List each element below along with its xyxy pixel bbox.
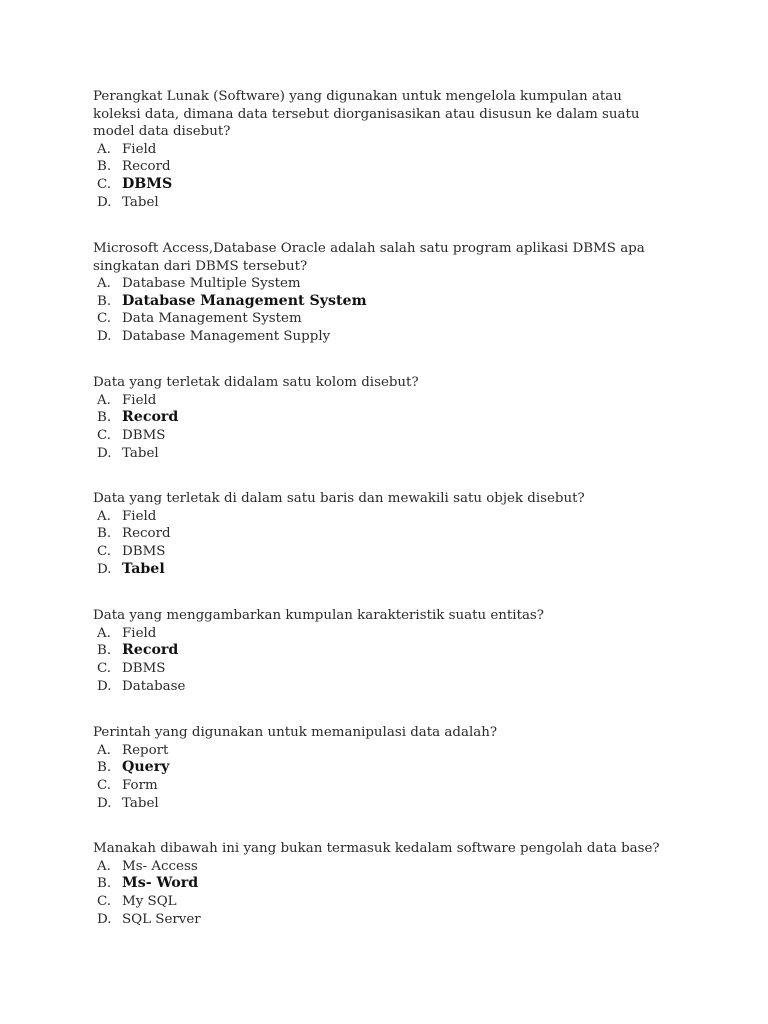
option-letter: D. [97, 561, 112, 577]
question-text: Data yang menggambarkan kumpulan karakteristik suatu entitas? [93, 608, 544, 623]
option-list [93, 141, 693, 212]
option-d [93, 561, 693, 579]
option-text: Record [122, 526, 171, 542]
option-a [93, 508, 693, 526]
option-letter: B. [97, 643, 112, 659]
option-a [93, 742, 693, 760]
option-text: Query [122, 759, 170, 776]
option-letter: D. [97, 445, 112, 461]
option-d [93, 911, 693, 929]
option-letter: A. [97, 141, 111, 157]
option-text: My SQL [122, 893, 177, 909]
option-b [93, 409, 693, 427]
option-letter: B. [97, 293, 112, 309]
option-a [93, 392, 693, 410]
option-letter: C. [97, 427, 112, 443]
option-text: Tabel [122, 560, 165, 577]
option-list [93, 742, 693, 813]
option-text: Field [122, 141, 157, 157]
option-letter: B. [97, 760, 112, 776]
question-text: Manakah dibawah ini yang bukan termasuk kedalam software pengolah data base? [93, 841, 660, 856]
option-letter: A. [97, 858, 111, 874]
option-text: Form [122, 777, 158, 793]
option-text: Database [122, 678, 186, 694]
option-text: Data Management System [122, 311, 302, 327]
option-d [93, 328, 693, 346]
option-text: DBMS [122, 660, 166, 676]
option-c [93, 777, 693, 795]
option-letter: A. [97, 742, 111, 758]
option-text: SQL Server [122, 911, 201, 927]
option-letter: C. [97, 311, 112, 327]
option-c [93, 543, 693, 561]
option-letter: B. [97, 159, 112, 175]
option-d [93, 194, 693, 212]
option-b [93, 158, 693, 176]
question-7 [93, 840, 693, 928]
option-text: Ms- Access [122, 858, 198, 874]
option-text: DBMS [122, 175, 173, 192]
option-list [93, 392, 693, 463]
question-2 [93, 240, 693, 346]
question-5 [93, 607, 693, 695]
option-letter: B. [97, 410, 112, 426]
question-text: Perintah yang digunakan untuk memanipulasi data adalah? [93, 725, 498, 740]
option-c [93, 310, 693, 328]
option-text: Tabel [122, 795, 159, 811]
option-text: Record [122, 409, 179, 426]
question-text: Data yang terletak didalam satu kolom disebut? [93, 375, 419, 390]
option-letter: D. [97, 194, 112, 210]
option-letter: D. [97, 795, 112, 811]
option-list [93, 625, 693, 696]
option-letter: C. [97, 176, 112, 192]
option-letter: A. [97, 625, 111, 641]
option-a [93, 858, 693, 876]
option-b [93, 525, 693, 543]
option-a [93, 141, 693, 159]
option-c [93, 427, 693, 445]
option-text: Ms- Word [122, 875, 199, 892]
option-text: Database Management Supply [122, 329, 331, 345]
question-text: Perangkat Lunak (Software) yang digunakan untuk mengelola kumpulan atau koleksi data, dimana data tersebut diorganisasikan atau disusun ke dalam suatu model data disebut? [93, 89, 640, 139]
option-d [93, 795, 693, 813]
option-a [93, 275, 693, 293]
option-letter: B. [97, 876, 112, 892]
option-text: Record [122, 642, 179, 659]
option-text: Tabel [122, 445, 159, 461]
option-c [93, 893, 693, 911]
question-6 [93, 724, 693, 812]
option-list [93, 508, 693, 579]
option-letter: C. [97, 543, 112, 559]
question-text: Microsoft Access,Database Oracle adalah salah satu program aplikasi DBMS apa singkatan dari DBMS tersebut? [93, 241, 645, 274]
option-text: Record [122, 159, 171, 175]
option-letter: A. [97, 508, 111, 524]
option-text: Database Multiple System [122, 276, 301, 291]
option-b [93, 293, 693, 311]
option-letter: C. [97, 660, 112, 676]
option-list [93, 275, 693, 346]
option-letter: D. [97, 329, 112, 345]
question-3 [93, 374, 693, 462]
option-text: Database Management System [122, 292, 367, 309]
option-letter: C. [97, 777, 112, 793]
option-text: Field [122, 508, 157, 524]
question-4 [93, 490, 693, 578]
option-text: DBMS [122, 543, 166, 559]
option-d [93, 678, 693, 696]
option-b [93, 759, 693, 777]
option-letter: B. [97, 526, 112, 542]
option-a [93, 625, 693, 643]
option-letter: A. [97, 392, 111, 408]
option-list [93, 858, 693, 929]
option-text: Report [122, 742, 169, 758]
question-1 [93, 88, 693, 211]
option-text: DBMS [122, 427, 166, 443]
option-letter: D. [97, 678, 112, 694]
option-letter: A. [97, 276, 111, 291]
option-text: Field [122, 392, 157, 408]
option-text: Field [122, 625, 157, 641]
option-letter: C. [97, 893, 112, 909]
question-text: Data yang terletak di dalam satu baris dan mewakili satu objek disebut? [93, 491, 585, 506]
option-c [93, 176, 693, 194]
option-b [93, 642, 693, 660]
option-d [93, 445, 693, 463]
option-b [93, 875, 693, 893]
option-text: Tabel [122, 194, 159, 210]
option-letter: D. [97, 911, 112, 927]
option-c [93, 660, 693, 678]
